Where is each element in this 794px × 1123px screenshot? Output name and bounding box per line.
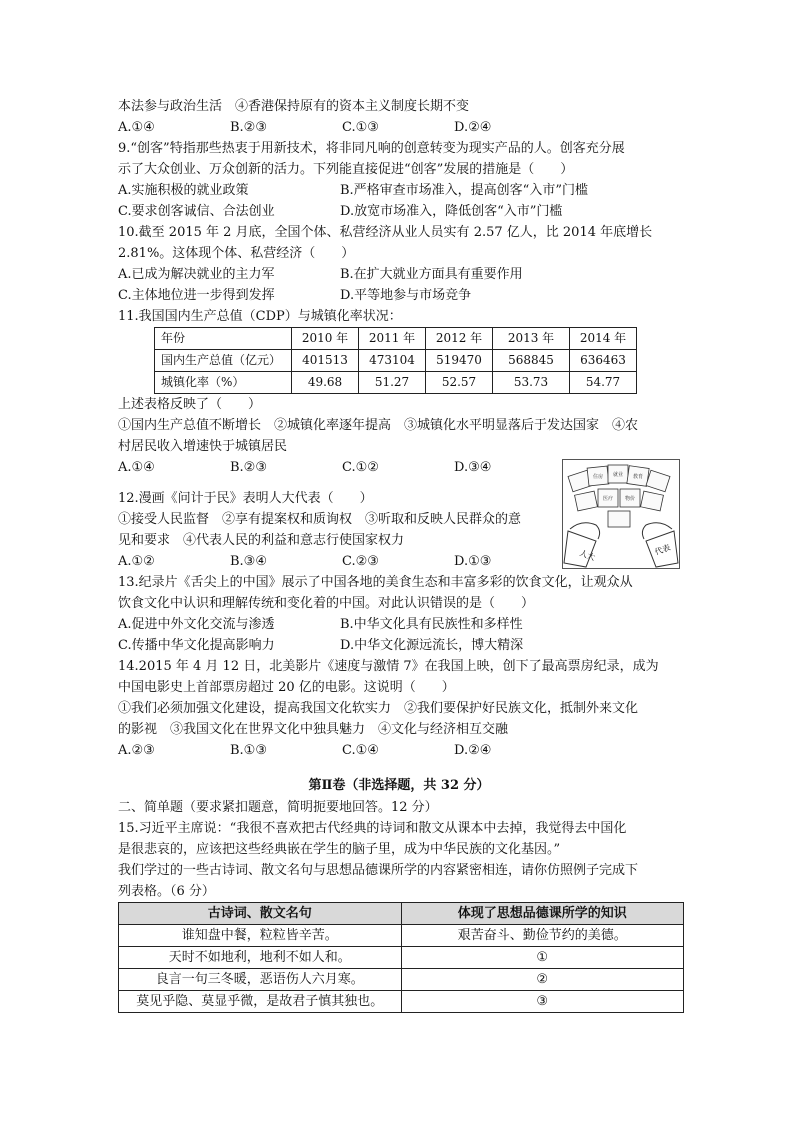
table-header-row (119, 903, 684, 925)
table-row (119, 991, 684, 1013)
q14-stem-3: ①我们必须加强文化建设，提高我国文化软实力 ②我们要保护好民族文化，抵制外来文化 (118, 701, 639, 716)
option-d[interactable]: D.放宽市场准入，降低创客“入市”门槛 (340, 204, 563, 219)
option-c[interactable]: C.②③ (342, 554, 379, 569)
option-c[interactable]: C.①④ (342, 743, 379, 758)
table-cell: 52.57 (426, 372, 493, 394)
answer-cell[interactable]: ② (401, 969, 684, 991)
poem-table (118, 902, 684, 1013)
q9-stem-2: 示了大众创业、万众创新的活力。下列能直接促进“创客”发展的措施是（ ） (118, 162, 574, 177)
table-cell: 谁知盘中餐，粒粒皆辛苦。 (119, 925, 402, 947)
q11-after-2: ①国内生产总值不断增长 ②城镇化率逐年提高 ③城镇化水平明显落后于发达国家 ④农 (118, 418, 639, 433)
table-cell: 49.68 (292, 372, 359, 394)
q14-stem-2: 中国电影史上首部票房超过 20 亿的电影。这说明（ ） (118, 680, 455, 695)
option-a[interactable]: A.已成为解决就业的主力军 (118, 267, 275, 282)
option-b[interactable]: B.③④ (230, 554, 267, 569)
q10-options-row2 (118, 285, 680, 306)
option-b[interactable]: B.中华文化具有民族性和多样性 (340, 617, 523, 632)
table-row (119, 969, 684, 991)
option-d[interactable]: D.平等地参与市场竞争 (340, 288, 472, 303)
q9-options-row1 (118, 180, 680, 201)
option-c[interactable]: C.要求创客诚信、合法创业 (118, 204, 275, 219)
option-d[interactable]: D.①③ (454, 554, 492, 569)
table-row (119, 925, 684, 947)
section-heading: 二、简单题（要求紧扣题意，简明扼要地回答。12 分） (118, 800, 438, 815)
q10-stem-2: 2.81%。这体现个体、私营经济（ ） (118, 246, 355, 261)
q15-stem-1: 15.习近平主席说：“我很不喜欢把古代经典的诗词和散文从课本中去掉，我觉得去中国化 (118, 821, 627, 836)
table-row (155, 372, 637, 394)
q14-stem-4: 的影视 ③我国文化在世界文化中独具魅力 ④文化与经济相互交融 (118, 722, 509, 737)
cartoon-tag: 住房 (592, 474, 604, 480)
table-cell: 473104 (359, 350, 426, 372)
q13-stem-2: 饮食文化中认识和理解传统和变化着的中国。对此认识错误的是（ ） (118, 596, 535, 611)
text-line: 本法参与政治生活 ④香港保持原有的资本主义制度长期不变 (118, 99, 470, 114)
q11-stem: 11.我国国内生产总值（CDP）与城镇化率状况： (118, 309, 402, 324)
table-cell: 2013 年 (493, 328, 570, 350)
option-c[interactable]: C.主体地位进一步得到发挥 (118, 288, 275, 303)
q13-options-row1 (118, 614, 680, 635)
option-d[interactable]: D.②④ (454, 120, 492, 135)
cartoon-tag: 教育 (632, 474, 644, 480)
q14-options (118, 740, 680, 761)
option-a[interactable]: A.促进中外文化交流与渗透 (118, 617, 275, 632)
answer-cell[interactable]: ① (401, 947, 684, 969)
table-cell: 53.73 (493, 372, 570, 394)
table-cell: 51.27 (359, 372, 426, 394)
table-cell: 401513 (292, 350, 359, 372)
table-cell: 艰苦奋斗、勤俭节约的美德。 (401, 925, 684, 947)
table-header-row (155, 328, 637, 350)
table-row (155, 350, 637, 372)
option-a[interactable]: A.①④ (118, 460, 155, 475)
option-c[interactable]: C.①③ (342, 120, 379, 135)
option-b[interactable]: B.②③ (230, 460, 267, 475)
cartoon-tag: 医疗 (602, 496, 614, 502)
table-cell: 莫见乎隐、莫显乎微，是故君子慎其独也。 (119, 991, 402, 1013)
q10-options-row1 (118, 264, 680, 285)
q11-after-3: 村居民收入增速快于城镇居民 (118, 439, 288, 454)
table-cell: 2014 年 (570, 328, 637, 350)
table-cell: 519470 (426, 350, 493, 372)
table-cell: 636463 (570, 350, 637, 372)
part2-title: 第Ⅱ卷（非选择题，共 32 分） (308, 778, 490, 793)
cartoon-image (562, 459, 680, 569)
cartoon-label-left: 人大 (578, 548, 597, 563)
table-cell: 国内生产总值（亿元） (155, 350, 292, 372)
option-c[interactable]: C.传播中华文化提高影响力 (118, 638, 275, 653)
q15-stem-2: 是很悲哀的，应该把这些经典嵌在学生的脑子里，成为中华民族的文化基因。” (118, 842, 561, 857)
table-row (119, 947, 684, 969)
q13-options-row2 (118, 635, 680, 656)
q11-after-1: 上述表格反映了（ ） (118, 397, 262, 412)
option-c[interactable]: C.①② (342, 460, 379, 475)
option-a[interactable]: A.①④ (118, 120, 155, 135)
q8-options (118, 117, 680, 138)
cartoon-tag: 就业 (612, 472, 624, 478)
q12-stem-3: 见和要求 ④代表人民的利益和意志行使国家权力 (118, 533, 405, 548)
option-b[interactable]: B.在扩大就业方面具有重要作用 (340, 267, 523, 282)
option-d[interactable]: D.中华文化源远流长，博大精深 (340, 638, 524, 653)
option-a[interactable]: A.②③ (118, 743, 155, 758)
cartoon-tag: 物价 (624, 496, 636, 502)
option-d[interactable]: D.②④ (454, 743, 492, 758)
option-a[interactable]: A.①② (118, 554, 155, 569)
option-a[interactable]: A.实施积极的就业政策 (118, 183, 249, 198)
q14-stem-1: 14.2015 年 4 月 12 日，北美影片《速度与激情 7》在我国上映，创下了最高票房纪录，成为 (118, 659, 659, 674)
q9-stem-1: 9.“创客”特指那些热衷于用新技术，将非同凡响的创意转变为现实产品的人。创客充分展 (118, 141, 625, 156)
gdp-table (154, 327, 637, 394)
table-cell: 2010 年 (292, 328, 359, 350)
q15-stem-3: 我们学过的一些古诗词、散文名句与思想品德课所学的内容紧密相连，请你仿照例子完成下 (118, 863, 639, 878)
q15-stem-4: 列表格。（6 分） (118, 884, 215, 899)
table-cell: 2012 年 (426, 328, 493, 350)
q13-stem-1: 13.纪录片《舌尖上的中国》展示了中国各地的美食生态和丰富多彩的饮食文化，让观众从 (118, 575, 633, 590)
q9-options-row2 (118, 201, 680, 222)
table-cell: 年份 (155, 328, 292, 350)
option-b[interactable]: B.②③ (230, 120, 267, 135)
table-header-cell: 体现了思想品德课所学的知识 (401, 903, 684, 925)
option-b[interactable]: B.严格审查市场准入，提高创客“入市”门槛 (340, 183, 588, 198)
table-cell: 良言一句三冬暖，恶语伤人六月寒。 (119, 969, 402, 991)
option-d[interactable]: D.③④ (454, 460, 492, 475)
table-header-cell: 古诗词、散文名句 (119, 903, 402, 925)
answer-cell[interactable]: ③ (401, 991, 684, 1013)
cartoon-label-right: 代表 (653, 542, 672, 557)
q12-stem-2: ①接受人民监督 ②享有提案权和质询权 ③听取和反映人民群众的意 (118, 512, 522, 527)
table-cell: 2011 年 (359, 328, 426, 350)
table-cell: 54.77 (570, 372, 637, 394)
q10-stem-1: 10.截至 2015 年 2 月底，全国个体、私营经济从业人员实有 2.57 亿人，比 2014 年底增长 (118, 225, 653, 240)
table-cell: 城镇化率（%） (155, 372, 292, 394)
q12-stem-1: 12.漫画《问计于民》表明人大代表（ ） (118, 491, 373, 506)
option-b[interactable]: B.①③ (230, 743, 267, 758)
table-cell: 568845 (493, 350, 570, 372)
table-cell: 天时不如地利，地利不如人和。 (119, 947, 402, 969)
